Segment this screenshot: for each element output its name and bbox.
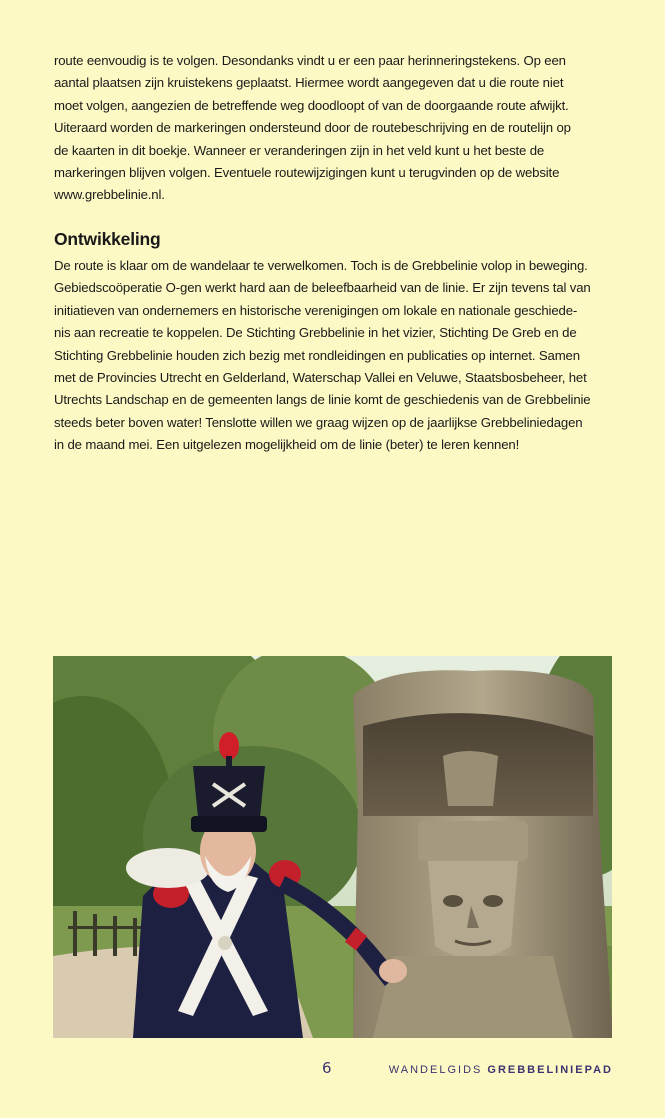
section-paragraph	[54, 255, 619, 457]
section-line: in de maand mei. Een uitgelezen mogelijkheid om de linie (beter) te leren kennen!	[54, 437, 520, 453]
guide-prefix: WANDELGIDS	[388, 1064, 483, 1076]
section-line: nis aan recreatie te koppelen. De Stichting Grebbelinie in het vizier, Stichting De Greb en de	[54, 325, 577, 341]
intro-line: Uiteraard worden de markeringen ondersteund door de routebeschrijving en de routelijn op	[54, 120, 571, 136]
intro-line: de kaarten in dit boekje. Wanneer er veranderingen zijn in het veld kunt u het beste de	[54, 142, 545, 158]
section-line: initiatieven van ondernemers en historische verenigingen om lokale en nationale geschiede-	[54, 302, 578, 318]
section-heading: Ontwikkeling	[54, 229, 161, 249]
intro-line: markeringen blijven volgen. Eventuele routewijzigingen kunt u terugvinden op de website	[54, 165, 560, 181]
page-number: 6	[322, 1059, 332, 1077]
section-line: Gebiedscoöperatie O-gen werkt hard aan de beleefbaarheid van de linie. Er zijn tevens tal van	[54, 280, 591, 296]
intro-line: moet volgen, aangezien de betreffende weg doodloopt of van de doorgaande route afwijkt.	[54, 97, 569, 113]
intro-line: www.grebbelinie.nl.	[54, 187, 165, 203]
photo-soldier-and-statue	[53, 656, 612, 1038]
section-line: met de Provincies Utrecht en Gelderland, Waterschap Vallei en Veluwe, Staatsbosbeheer, het	[54, 370, 587, 386]
intro-line: aantal plaatsen zijn kruistekens geplaatst. Hiermee wordt aangegeven dat u die route niet	[54, 75, 564, 91]
section-line: De route is klaar om de wandelaar te verwelkomen. Toch is de Grebbelinie volop in beweging.	[54, 258, 588, 273]
section-line: Utrechts Landschap en de gemeenten langs de linie komt de geschiedenis van de Grebbelinie	[54, 392, 591, 408]
intro-line: route eenvoudig is te volgen. Desondanks vindt u er een paar herinneringstekens. Op een	[54, 53, 566, 68]
guide-title	[389, 1064, 613, 1076]
intro-paragraph	[54, 50, 619, 207]
section-line: Stichting Grebbelinie houden zich bezig met rondleidingen en publicaties op internet. Samen	[54, 347, 580, 363]
section-line: steeds beter boven water! Tenslotte willen we graag wijzen op de jaarlijkse Grebbeliniedagen	[54, 414, 583, 430]
guide-name: GREBBELINIEPAD	[487, 1064, 613, 1076]
